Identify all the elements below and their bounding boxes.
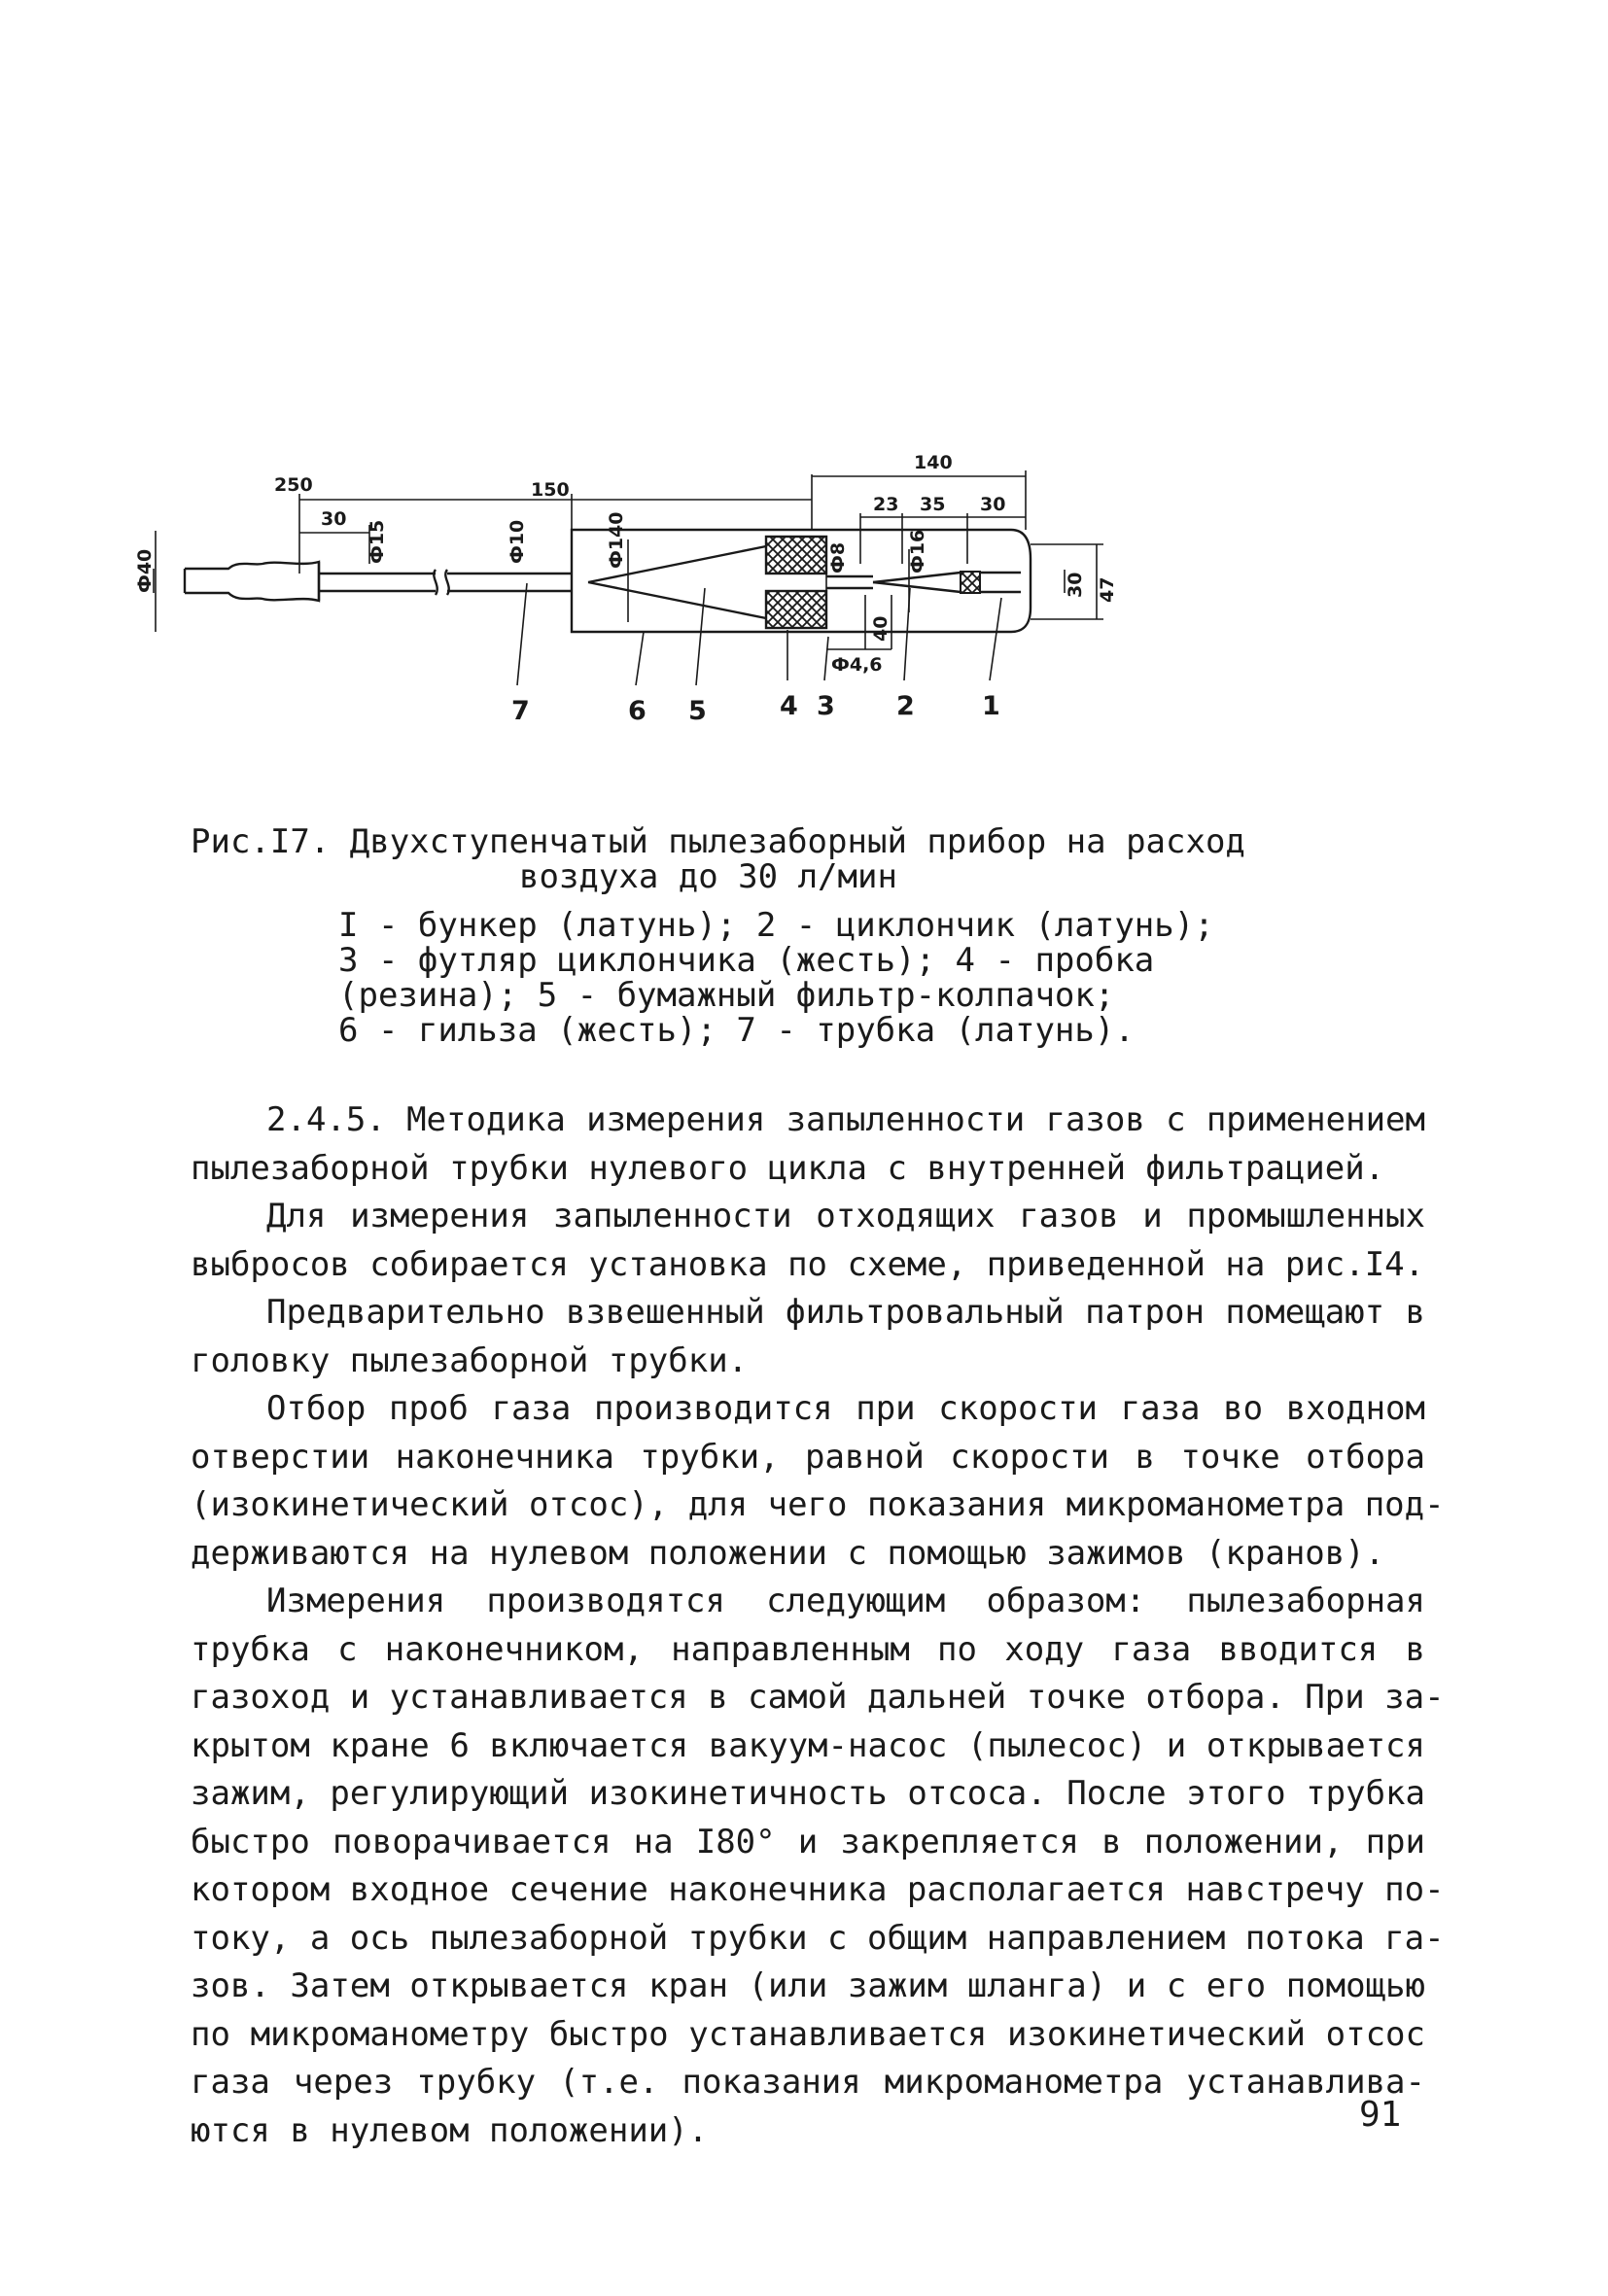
callout-number: 7 xyxy=(511,696,530,726)
dim-label: 40 xyxy=(870,615,891,642)
text-line: зажим, регулирующий изокинетичность отсоса. После этого трубка xyxy=(191,1774,1425,1813)
dim-label: 30 xyxy=(321,508,347,530)
dim-label: Ф15 xyxy=(367,519,388,564)
sampler-drawing xyxy=(134,389,1458,758)
text-line: трубка с наконечником, направленным по ходу газа вводится в xyxy=(191,1629,1425,1669)
figure-legend xyxy=(338,908,1408,1048)
callout-number: 3 xyxy=(817,691,835,721)
legend-line: I - бункер (латунь); 2 - циклончик (латунь); xyxy=(338,906,1214,945)
dim-label: 30 xyxy=(980,494,1006,515)
dim-label: Ф140 xyxy=(606,511,627,569)
dim-label: 150 xyxy=(531,479,570,501)
dim-label: 47 xyxy=(1097,576,1118,603)
dim-label: Ф8 xyxy=(827,541,849,574)
dim-label: 250 xyxy=(274,474,313,496)
dim-label: 23 xyxy=(873,494,899,515)
rubber-plug-bottom xyxy=(766,591,826,628)
paragraph xyxy=(191,1193,1425,1289)
paragraph xyxy=(191,1289,1425,1385)
text-line: отверстии наконечника трубки, равной скорости в точке отбора xyxy=(191,1437,1425,1477)
text-line: ются в нулевом положении). xyxy=(191,2110,709,2150)
text-line: газоход и устанавливается в самой дальней точке отбора. При за- xyxy=(191,1678,1445,1717)
callout-number: 1 xyxy=(982,691,1000,721)
dim-label: Ф16 xyxy=(907,529,928,574)
text-line: Измерения производятся следующим образом: пылезаборная xyxy=(266,1582,1425,1620)
text-line: зов. Затем открывается кран (или зажим шланга) и с его помощью xyxy=(191,1966,1425,2005)
callout-number: 4 xyxy=(780,691,798,721)
text-line: 2.4.5. Методика измерения запыленности газов с применением xyxy=(266,1100,1425,1139)
callout-number: 6 xyxy=(628,696,647,726)
dim-label: Ф10 xyxy=(507,519,528,564)
paragraph xyxy=(191,1385,1445,1578)
text-line: быстро поворачивается на I80° и закрепляется в положении, при xyxy=(191,1822,1425,1861)
text-line: котором входное сечение наконечника располагается навстречу по- xyxy=(191,1870,1445,1909)
body-text xyxy=(191,1096,1445,2155)
dim-label: 30 xyxy=(1065,572,1086,598)
text-line: Для измерения запыленности отходящих газов и промышленных xyxy=(266,1197,1425,1235)
text-line: Отбор проб газа производится при скорости газа во входном xyxy=(266,1389,1425,1428)
text-line: Предварительно взвешенный фильтровальный патрон помещают в xyxy=(266,1293,1425,1332)
text-line: крытом кране 6 включается вакуум-насос (пылесос) и открывается xyxy=(191,1725,1425,1765)
paragraph xyxy=(191,1578,1445,2155)
text-line: головку пылезаборной трубки. xyxy=(191,1340,749,1380)
paragraph xyxy=(191,1096,1425,1193)
legend-line: (резина); 5 - бумажный фильтр-колпачок; xyxy=(338,976,1115,1015)
page-number: 91 xyxy=(1359,2095,1402,2135)
text-line: держиваются на нулевом положении с помощью зажимов (кранов). xyxy=(191,1533,1385,1573)
dim-label: Ф4,6 xyxy=(831,654,883,676)
legend-line: 6 - гильза (жесть); 7 - трубка (латунь). xyxy=(338,1011,1135,1050)
legend-line: 3 - футляр циклончика (жесть); 4 - пробка xyxy=(338,941,1155,980)
text-line: газа через трубку (т.е. показания микроманометра устанавлива- xyxy=(191,2063,1425,2102)
caption-title-line: Рис.I7. Двухступенчатый пылезаборный прибор на расход xyxy=(191,822,1245,861)
callout-number: 2 xyxy=(896,691,915,721)
dim-label: Ф40 xyxy=(134,548,156,593)
bunker xyxy=(961,572,980,593)
dim-label: 140 xyxy=(914,452,953,473)
text-line: по микроманометру быстро устанавливается изокинетический отсос xyxy=(191,2014,1425,2054)
text-line: пылезаборной трубки нулевого цикла с внутренней фильтрацией. xyxy=(191,1148,1385,1188)
caption-title-line: воздуха до 30 л/мин xyxy=(519,857,897,896)
dim-label: 35 xyxy=(920,494,946,515)
rubber-plug-top xyxy=(766,537,826,574)
figure-caption xyxy=(191,824,1357,894)
text-line: выбросов собирается установка по схеме, приведенной на рис.I4. xyxy=(191,1244,1425,1284)
callout-number: 5 xyxy=(688,696,707,726)
text-line: (изокинетический отсос), для чего показания микроманометра под- xyxy=(191,1485,1445,1524)
text-line: току, а ось пылезаборной трубки с общим направлением потока га- xyxy=(191,1918,1445,1958)
